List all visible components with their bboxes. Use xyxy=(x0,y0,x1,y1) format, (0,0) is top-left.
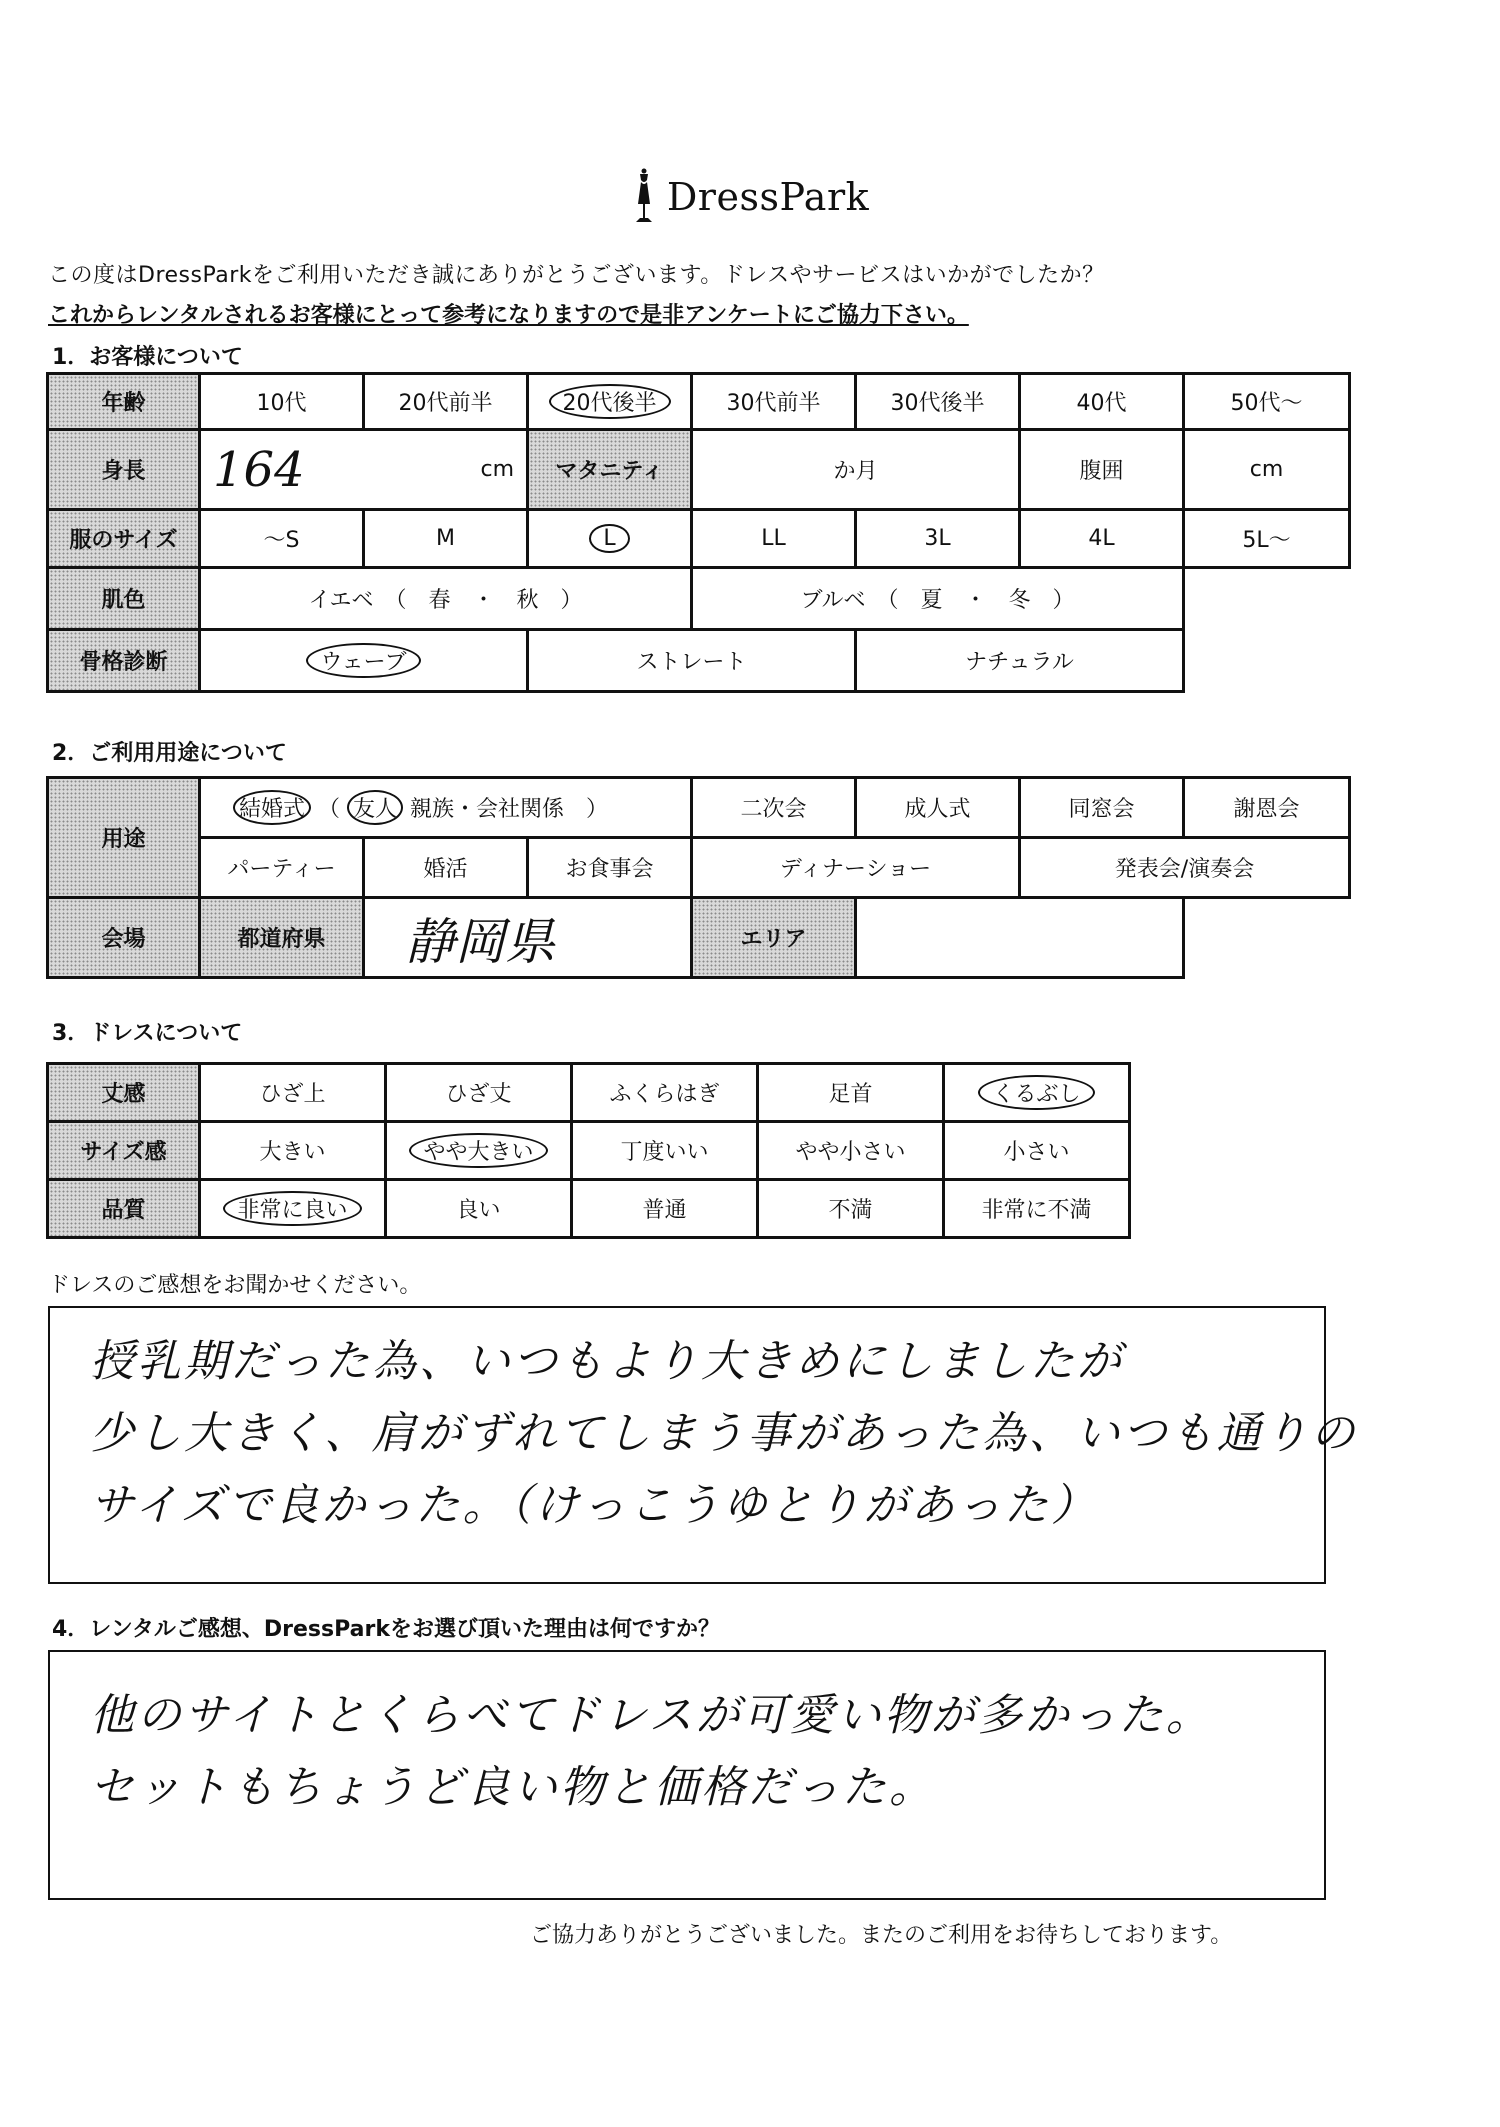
usage-option-thank-you-party[interactable]: 謝恩会 xyxy=(1184,778,1350,838)
skin-option-blue[interactable]: ブルベ （ 夏 ・ 冬 ） xyxy=(692,568,1184,630)
age-selected-circle: 20代後半 xyxy=(549,384,671,419)
usage-row-1 xyxy=(48,778,1350,838)
fit-row xyxy=(48,1122,1130,1180)
venue-label: 会場 xyxy=(48,898,200,978)
size-row xyxy=(48,510,1350,568)
purpose-label: 用途 xyxy=(48,778,200,898)
size-option-l[interactable] xyxy=(528,510,692,568)
size-label: 服のサイズ xyxy=(48,510,200,568)
section3-title: 3．ドレスについて xyxy=(52,1021,243,1046)
quality-option-good[interactable]: 良い xyxy=(386,1180,572,1238)
length-option-ankle[interactable]: 足首 xyxy=(758,1064,944,1122)
fit-option-slightly-small[interactable]: やや小さい xyxy=(758,1122,944,1180)
size-selected-circle: L xyxy=(589,524,629,553)
age-label: 年齢 xyxy=(48,374,200,430)
usage-option-dinner-show[interactable]: ディナーショー xyxy=(692,838,1020,898)
age-option-late-20s[interactable] xyxy=(528,374,692,430)
age-option-10s[interactable]: 10代 xyxy=(200,374,364,430)
wedding-selected-circle: 結婚式 xyxy=(233,790,311,825)
waist-label: 腹囲 xyxy=(1020,430,1184,510)
length-option-ankle-bone[interactable] xyxy=(944,1064,1130,1122)
dress-comment-line-2: 少し大きく、肩がずれてしまう事があった為、いつも通りの xyxy=(90,1408,1358,1459)
quality-row xyxy=(48,1180,1130,1238)
usage-option-dinner[interactable]: お食事会 xyxy=(528,838,692,898)
venue-row xyxy=(48,898,1350,978)
skeleton-option-wave[interactable] xyxy=(200,630,528,692)
fit-option-slightly-large[interactable] xyxy=(386,1122,572,1180)
maternity-month-field[interactable] xyxy=(692,430,1020,510)
intro-request: これからレンタルされるお客様にとって参考になりますので是非アンケートにご協力下さい。 xyxy=(48,303,969,328)
prefecture-value: 静岡県 xyxy=(405,912,555,971)
dress-comment-line-1: 授乳期だった為、いつもより大きめにしましたが xyxy=(90,1336,1124,1387)
skeleton-label: 骨格診断 xyxy=(48,630,200,692)
age-option-40s[interactable]: 40代 xyxy=(1020,374,1184,430)
usage-option-after-party[interactable]: 二次会 xyxy=(692,778,856,838)
maternity-label: マタニティ xyxy=(528,430,692,510)
customer-table xyxy=(46,372,1351,693)
size-option-ll[interactable]: LL xyxy=(692,510,856,568)
height-row xyxy=(48,430,1350,510)
size-option-m[interactable]: M xyxy=(364,510,528,568)
length-option-knee[interactable]: ひざ丈 xyxy=(386,1064,572,1122)
dress-table xyxy=(46,1062,1131,1239)
age-row xyxy=(48,374,1350,430)
reason-comment-line-2: セットもちょうど良い物と価格だった。 xyxy=(90,1762,936,1813)
prefecture-field[interactable] xyxy=(364,898,692,978)
skin-option-yellow[interactable]: イエベ （ 春 ・ 秋 ） xyxy=(200,568,692,630)
usage-option-party[interactable]: パーティー xyxy=(200,838,364,898)
friend-selected-circle: 友人 xyxy=(347,790,403,825)
height-unit: cm xyxy=(480,457,514,482)
reason-comment-line-1: 他のサイトとくらべてドレスが可愛い物が多かった。 xyxy=(90,1690,1213,1741)
wedding-option[interactable] xyxy=(200,778,692,838)
age-option-early-20s[interactable]: 20代前半 xyxy=(364,374,528,430)
fit-label: サイズ感 xyxy=(48,1122,200,1180)
usage-option-konkatsu[interactable]: 婚活 xyxy=(364,838,528,898)
section1-title: 1．お客様について xyxy=(52,345,243,370)
prefecture-label: 都道府県 xyxy=(200,898,364,978)
quality-label: 品質 xyxy=(48,1180,200,1238)
dress-comment-line-3: サイズで良かった。（けっこうゆとりがあった） xyxy=(90,1480,1099,1531)
footer-thanks: ご協力ありがとうございました。またのご利用をお待ちしております。 xyxy=(530,1923,1233,1948)
size-option-5l[interactable]: 5L〜 xyxy=(1184,510,1350,568)
dress-mannequin-icon xyxy=(631,168,657,226)
length-selected-circle: くるぶし xyxy=(978,1075,1094,1110)
usage-option-recital[interactable]: 発表会/演奏会 xyxy=(1020,838,1350,898)
height-field[interactable] xyxy=(200,430,528,510)
quality-option-average[interactable]: 普通 xyxy=(572,1180,758,1238)
skeleton-option-natural[interactable]: ナチュラル xyxy=(856,630,1184,692)
brand-name: DressPark xyxy=(666,175,870,219)
intro-text: この度はDressParkをご利用いただき誠にありがとうございます。ドレスやサービスはいかがでしたか？ xyxy=(48,263,1105,288)
age-option-early-30s[interactable]: 30代前半 xyxy=(692,374,856,430)
fit-option-small[interactable]: 小さい xyxy=(944,1122,1130,1180)
reason-comment-box[interactable] xyxy=(48,1650,1326,1900)
age-option-late-30s[interactable]: 30代後半 xyxy=(856,374,1020,430)
dress-comment-box[interactable] xyxy=(48,1306,1358,1584)
quality-option-unsatisfied[interactable]: 不満 xyxy=(758,1180,944,1238)
fit-option-just-right[interactable]: 丁度いい xyxy=(572,1122,758,1180)
usage-option-reunion[interactable]: 同窓会 xyxy=(1020,778,1184,838)
quality-selected-circle: 非常に良い xyxy=(223,1191,361,1226)
usage-table xyxy=(46,776,1351,979)
skeleton-row xyxy=(48,630,1350,692)
size-option-4l[interactable]: 4L xyxy=(1020,510,1184,568)
skeleton-selected-circle: ウェーブ xyxy=(306,643,420,678)
dress-comment-prompt: ドレスのご感想をお聞かせください。 xyxy=(48,1273,422,1298)
length-row xyxy=(48,1064,1130,1122)
area-label: エリア xyxy=(692,898,856,978)
skin-row xyxy=(48,568,1350,630)
usage-row-2 xyxy=(48,838,1350,898)
wedding-paren-open: （ xyxy=(318,797,341,822)
brand-header xyxy=(0,168,1500,230)
waist-unit: cm xyxy=(1249,457,1284,482)
fit-selected-circle: やや大きい xyxy=(409,1133,547,1168)
height-value: 164 xyxy=(213,441,305,498)
skin-label: 肌色 xyxy=(48,568,200,630)
usage-option-coming-of-age[interactable]: 成人式 xyxy=(856,778,1020,838)
height-label: 身長 xyxy=(48,430,200,510)
section4-title: 4．レンタルご感想、DressParkをお選び頂いた理由は何ですか？ xyxy=(52,1617,720,1642)
length-option-above-knee[interactable]: ひざ上 xyxy=(200,1064,386,1122)
quality-option-very-unsatisfied[interactable]: 非常に不満 xyxy=(944,1180,1130,1238)
length-label: 丈感 xyxy=(48,1064,200,1122)
area-field[interactable] xyxy=(856,898,1184,978)
skeleton-option-straight[interactable]: ストレート xyxy=(528,630,856,692)
wedding-relatives: 親族・会社関係 ） xyxy=(410,797,609,822)
fit-option-large[interactable]: 大きい xyxy=(200,1122,386,1180)
month-unit: か月 xyxy=(833,459,878,484)
section2-title: 2．ご利用用途について xyxy=(52,741,287,766)
waist-field[interactable] xyxy=(1184,430,1350,510)
size-option-s[interactable]: 〜S xyxy=(200,510,364,568)
length-option-calf[interactable]: ふくらはぎ xyxy=(572,1064,758,1122)
age-option-50s[interactable]: 50代〜 xyxy=(1184,374,1350,430)
quality-option-very-good[interactable] xyxy=(200,1180,386,1238)
size-option-3l[interactable]: 3L xyxy=(856,510,1020,568)
